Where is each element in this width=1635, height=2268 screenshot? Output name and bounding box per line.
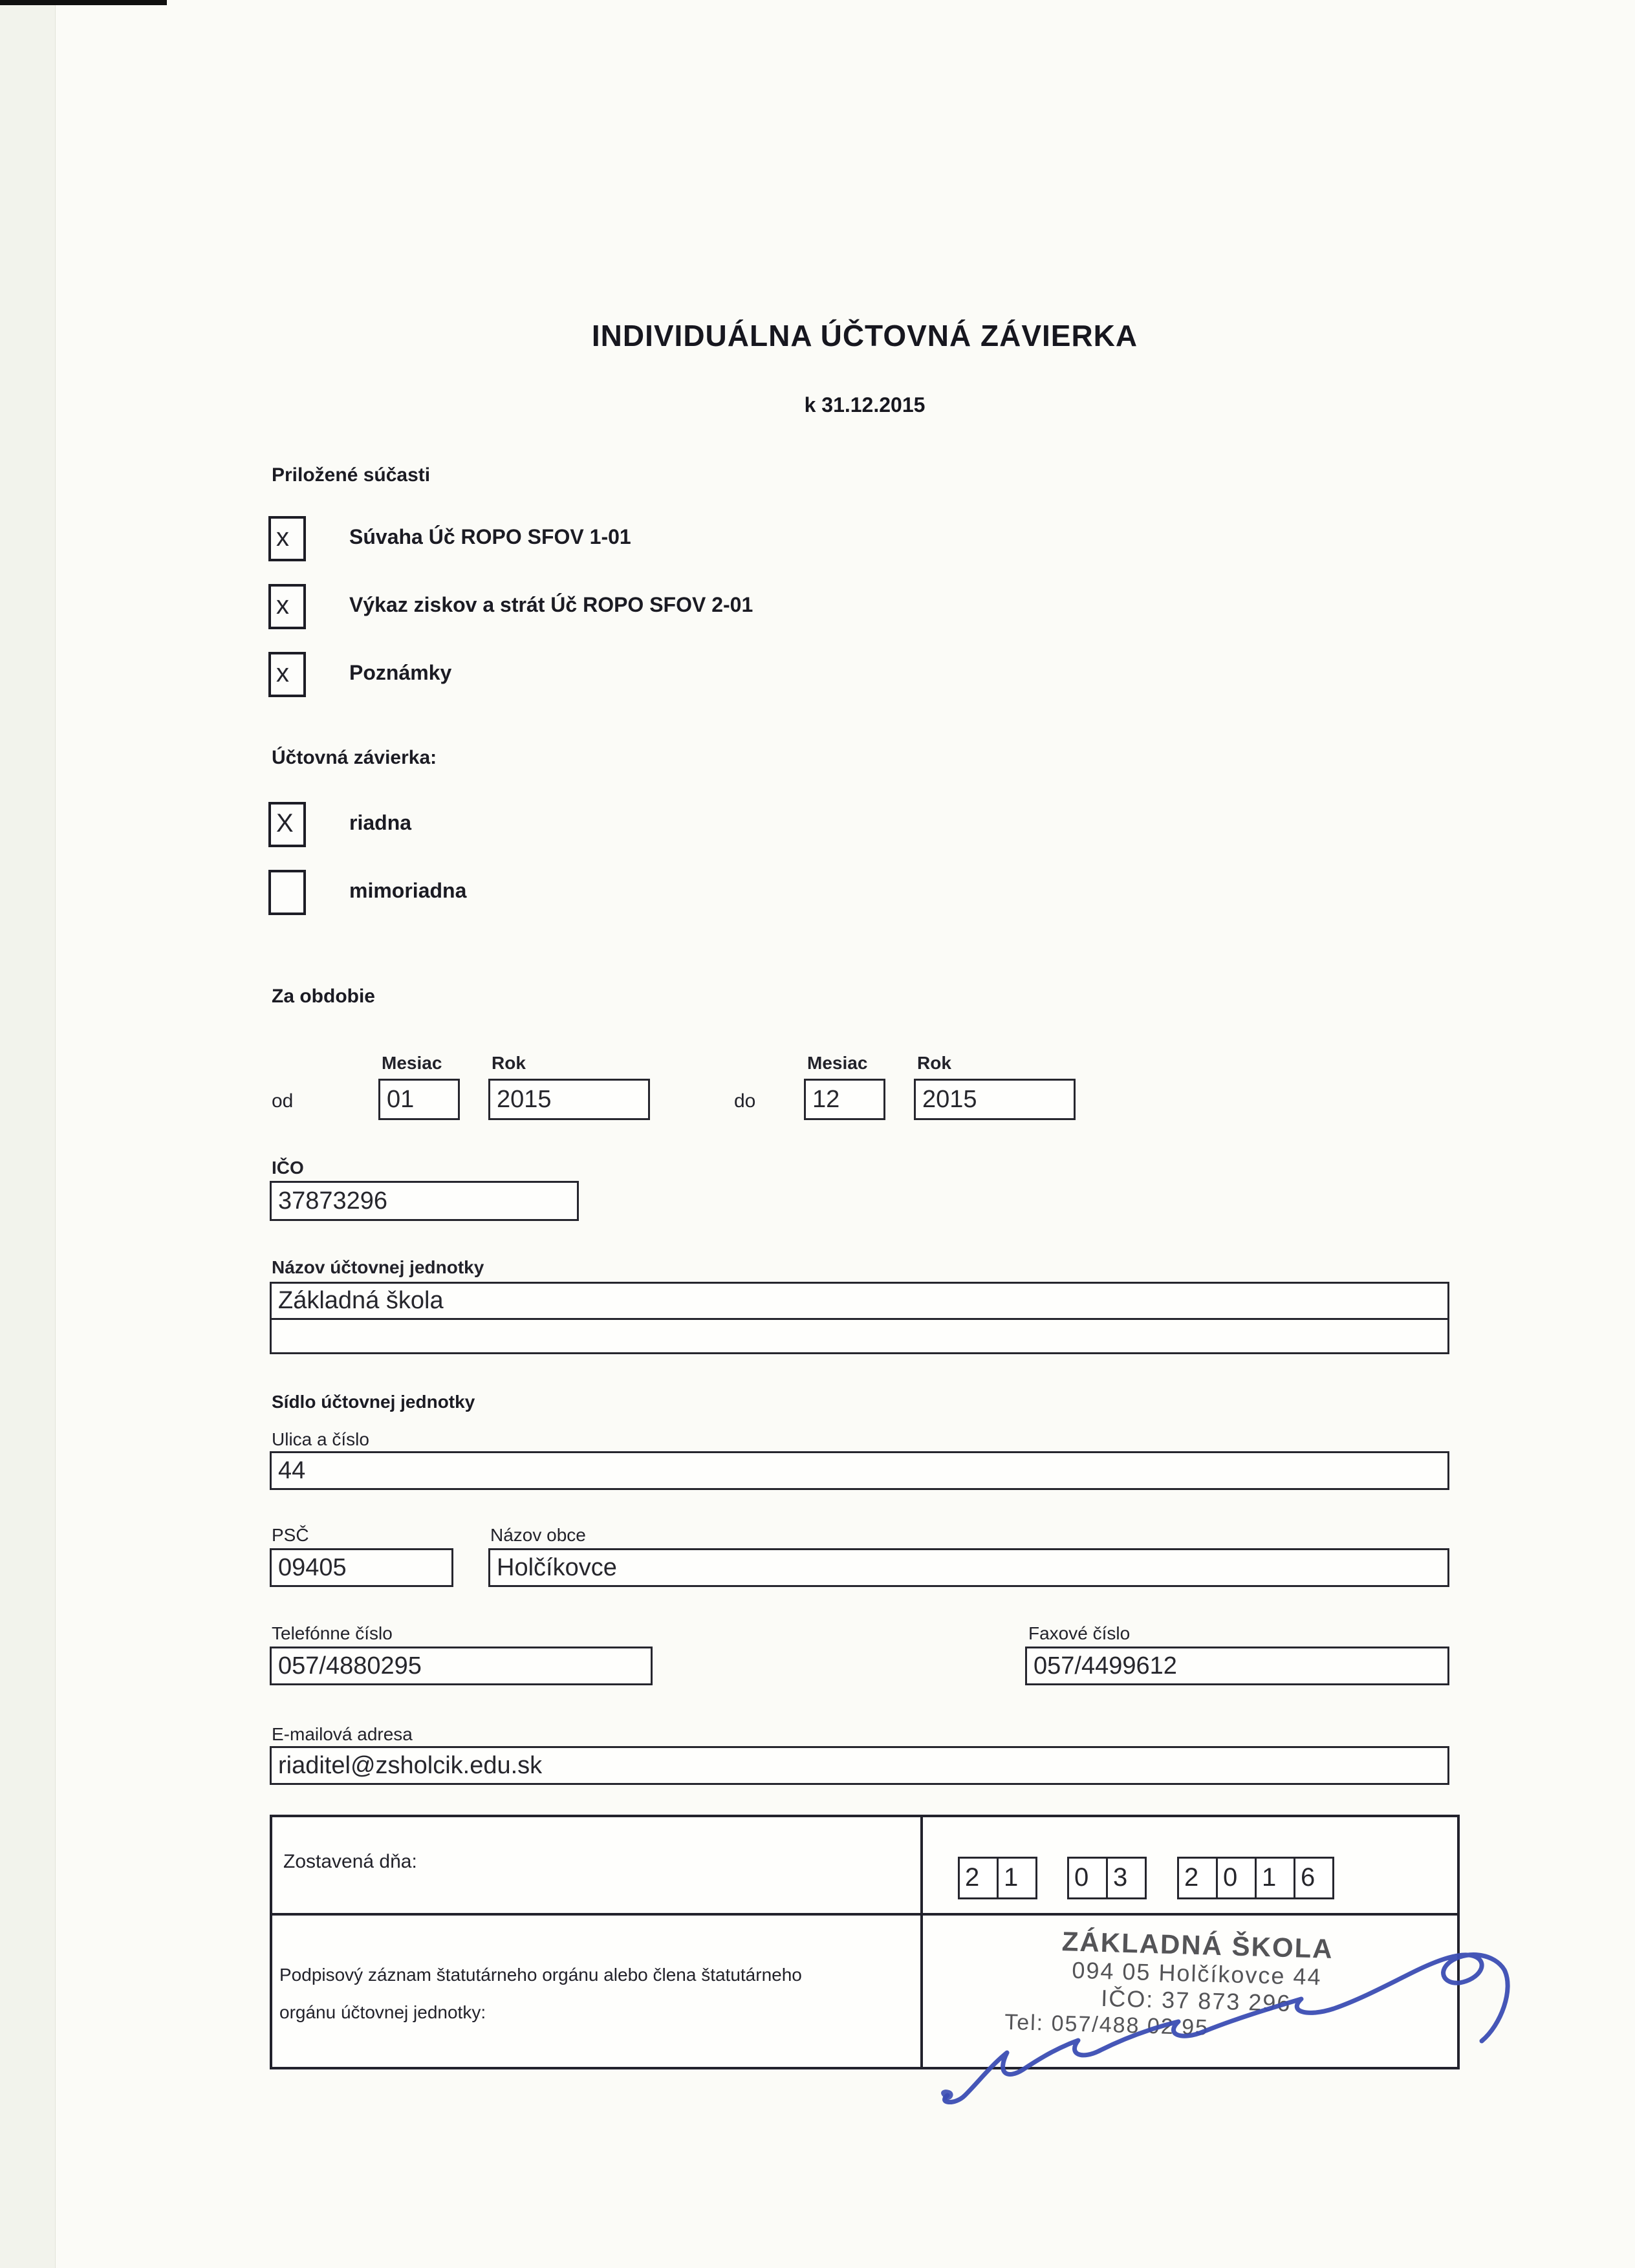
ulica-value: 44 bbox=[278, 1457, 306, 1484]
date-year-digit-4: 6 bbox=[1294, 1857, 1334, 1899]
form-title: INDIVIDUÁLNA ÚČTOVNÁ ZÁVIERKA bbox=[591, 319, 1138, 352]
email-value: riaditel@zsholcik.edu.sk bbox=[278, 1752, 543, 1779]
attachment-label-poznamky: Poznámky bbox=[349, 661, 452, 684]
school-stamp bbox=[969, 1924, 1424, 2046]
psc-field[interactable] bbox=[270, 1548, 453, 1587]
period-od-mesiac-field[interactable] bbox=[378, 1079, 460, 1120]
podpis-label-line2: orgánu účtovnej jednotky: bbox=[279, 2002, 486, 2022]
podpis-label-line1: Podpisový záznam štatutárneho orgánu alebo člena štatutárneho bbox=[279, 1965, 802, 1985]
period-do-rok-field[interactable] bbox=[914, 1079, 1076, 1120]
zavierka-heading: Účtovná závierka: bbox=[272, 747, 437, 768]
fax-field[interactable] bbox=[1025, 1647, 1449, 1685]
sidlo-heading: Sídlo účtovnej jednotky bbox=[272, 1392, 475, 1412]
date-month-digit-1: 0 bbox=[1067, 1857, 1108, 1899]
attachment-label-suvaha: Súvaha Úč ROPO SFOV 1-01 bbox=[349, 525, 631, 548]
ulica-label: Ulica a číslo bbox=[272, 1429, 369, 1449]
zavierka-label-mimoriadna: mimoriadna bbox=[349, 879, 467, 902]
nazov-value-line2 bbox=[272, 1320, 1447, 1352]
checkbox-riadna-mark: X bbox=[276, 809, 294, 837]
checkbox-suvaha-mark: x bbox=[276, 523, 289, 552]
attachment-label-vykaz: Výkaz ziskov a strát Úč ROPO SFOV 2-01 bbox=[349, 593, 753, 616]
date-month-group[interactable] bbox=[1067, 1857, 1147, 1899]
stamp-line-tel: Tel: 057/488 02 95 bbox=[1004, 2009, 1209, 2040]
checkbox-poznamky[interactable] bbox=[268, 652, 306, 697]
ico-field[interactable] bbox=[270, 1181, 579, 1221]
period-do-mesiac-field[interactable] bbox=[804, 1079, 885, 1120]
period-do-rok-value: 2015 bbox=[922, 1086, 977, 1113]
stamp-line-ico: IČO: 37 873 296 bbox=[1100, 1984, 1292, 2017]
nazov-label: Názov účtovnej jednotky bbox=[272, 1257, 484, 1277]
date-day-digit-2: 1 bbox=[997, 1857, 1037, 1899]
psc-label: PSČ bbox=[272, 1525, 309, 1545]
period-heading: Za obdobie bbox=[272, 986, 375, 1007]
period-od-mesiac-label: Mesiac bbox=[382, 1053, 442, 1073]
ico-value: 37873296 bbox=[278, 1187, 388, 1215]
date-month-digit-2: 3 bbox=[1106, 1857, 1147, 1899]
tel-field[interactable] bbox=[270, 1647, 653, 1685]
date-day-digit-1: 2 bbox=[958, 1857, 999, 1899]
period-od-rok-label: Rok bbox=[492, 1053, 526, 1073]
checkbox-suvaha[interactable] bbox=[268, 516, 306, 561]
date-year-digit-1: 2 bbox=[1177, 1857, 1218, 1899]
nazov-value-line1: Základná škola bbox=[272, 1284, 1447, 1320]
ulica-field[interactable] bbox=[270, 1451, 1449, 1490]
date-year-group[interactable] bbox=[1177, 1857, 1334, 1899]
fax-value: 057/4499612 bbox=[1034, 1652, 1177, 1679]
tel-value: 057/4880295 bbox=[278, 1652, 422, 1679]
email-label: E-mailová adresa bbox=[272, 1724, 413, 1744]
form-subtitle: k 31.12.2015 bbox=[804, 393, 926, 416]
period-do-rok-label: Rok bbox=[917, 1053, 951, 1073]
checkbox-riadna[interactable] bbox=[268, 802, 306, 847]
tel-label: Telefónne číslo bbox=[272, 1623, 393, 1643]
date-year-digit-3: 1 bbox=[1255, 1857, 1295, 1899]
period-do-label: do bbox=[734, 1090, 756, 1112]
period-do-mesiac-label: Mesiac bbox=[807, 1053, 868, 1073]
period-od-mesiac-value: 01 bbox=[387, 1086, 415, 1113]
scan-artifact-top-strip bbox=[0, 0, 167, 5]
attachments-heading: Priložené súčasti bbox=[272, 464, 431, 486]
stamp-line-school-name: ZÁKLADNÁ ŠKOLA bbox=[1061, 1926, 1334, 1964]
footer-table-vertical-divider bbox=[920, 1817, 923, 2067]
zostavena-label: Zostavená dňa: bbox=[283, 1851, 417, 1872]
email-field[interactable] bbox=[270, 1746, 1449, 1785]
period-od-label: od bbox=[272, 1090, 294, 1112]
checkbox-mimoriadna[interactable] bbox=[268, 870, 306, 915]
fax-label: Faxové číslo bbox=[1028, 1623, 1131, 1643]
obec-value: Holčíkovce bbox=[497, 1554, 617, 1581]
ico-label: IČO bbox=[272, 1158, 304, 1178]
period-od-rok-field[interactable] bbox=[488, 1079, 650, 1120]
psc-value: 09405 bbox=[278, 1554, 347, 1581]
scan-left-margin bbox=[0, 0, 56, 2268]
stamp-line-address: 094 05 Holčíkovce 44 bbox=[1071, 1956, 1323, 1991]
zavierka-label-riadna: riadna bbox=[349, 811, 412, 834]
checkbox-poznamky-mark: x bbox=[276, 659, 289, 687]
obec-field[interactable] bbox=[488, 1548, 1449, 1587]
obec-label: Názov obce bbox=[490, 1525, 586, 1545]
date-day-group[interactable] bbox=[958, 1857, 1037, 1899]
nazov-field[interactable] bbox=[270, 1282, 1449, 1354]
date-year-digit-2: 0 bbox=[1216, 1857, 1257, 1899]
period-do-mesiac-value: 12 bbox=[812, 1086, 840, 1113]
period-od-rok-value: 2015 bbox=[497, 1086, 552, 1113]
checkbox-vykaz[interactable] bbox=[268, 584, 306, 629]
footer-table-horizontal-divider bbox=[272, 1913, 1457, 1916]
checkbox-vykaz-mark: x bbox=[276, 591, 289, 620]
